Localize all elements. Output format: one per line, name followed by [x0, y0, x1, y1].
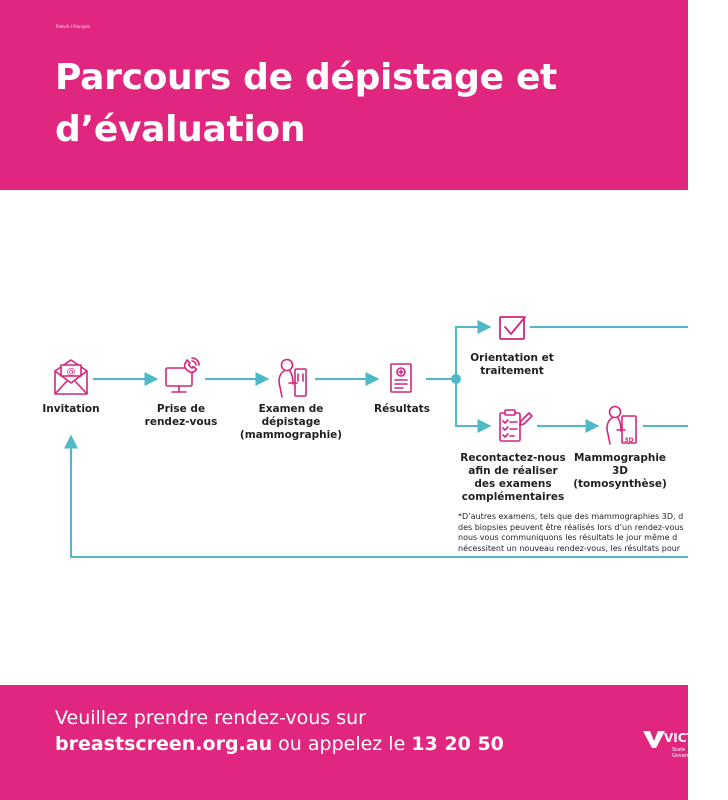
logo-wordmark: VICTORIA [664, 731, 728, 745]
recontact-line-1: Recontactez-nous [460, 452, 566, 464]
branch-dot [451, 374, 461, 384]
step-prise-label [136, 403, 226, 429]
footnote-line-4: nécessitent un nouveau rendez-vous, les résultats pour [458, 543, 681, 553]
step-invitation-label [31, 403, 111, 416]
invitation-text: Invitation [42, 403, 100, 415]
arrow-branch-to-recontact [456, 379, 490, 426]
recontact-line-2: afin de réaliser [468, 465, 558, 477]
mammo3d-line-2: 3D [611, 465, 629, 477]
svg-text:@: @ [66, 367, 76, 377]
footnote-line-2: des biopsies peuvent être réalisés lors d’un rendez-vous [458, 522, 684, 532]
checkbox-icon [500, 317, 525, 339]
mammo3d-line-3: (tomosynthèse) [573, 478, 667, 490]
svg-text:3D: 3D [624, 437, 634, 444]
resultats-text: Résultats [374, 403, 430, 415]
prise-line-2: rendez-vous [144, 416, 218, 428]
logo-sub-1: State [672, 747, 686, 753]
examen-line-3: (mammographie) [239, 429, 343, 441]
orientation-line-1: Orientation et [470, 352, 554, 364]
phone-number[interactable]: 13 20 50 [411, 733, 504, 755]
page-title [55, 52, 655, 156]
footnote-line-3: nous vous communiquons les résultats le jour même d [458, 533, 678, 542]
step-recontact-label [458, 452, 568, 504]
title-line-1: Parcours de dépistage et [55, 57, 557, 98]
3d-mammography-machine-icon [607, 407, 636, 445]
orientation-line-2: traitement [480, 365, 544, 377]
mammo3d-line-1: Mammographie [573, 452, 667, 464]
computer-phone-icon [166, 358, 199, 392]
logo-subtitle [672, 747, 703, 759]
step-examen-label [236, 403, 346, 442]
header-banner [0, 0, 688, 190]
logo-sub-2: Government [672, 753, 704, 759]
clipboard-checklist-icon [500, 410, 532, 441]
language-tag: French / Français [56, 24, 90, 29]
recontact-line-3: des examens [474, 478, 552, 490]
step-orientation-label [467, 352, 557, 378]
title-line-2: d’évaluation [55, 109, 306, 150]
victoria-v-mark-icon [642, 729, 666, 749]
cta-line-2 [55, 733, 504, 755]
mammography-machine-icon [279, 360, 306, 398]
footnote-line-1: *D’autres examens, tels que des mammographies 3D, d [458, 512, 684, 521]
victoria-logo [642, 729, 728, 769]
cta-line-1: Veuillez prendre rendez-vous sur [55, 707, 366, 729]
step-mammo3d-label [570, 452, 670, 491]
prise-line-1: Prise de [156, 403, 206, 415]
envelope-icon [55, 360, 87, 394]
results-document-icon [391, 364, 411, 392]
website-link[interactable]: breastscreen.org.au [55, 733, 273, 755]
recontact-line-4: complémentaires [461, 491, 565, 503]
footer-banner [0, 685, 728, 800]
phone-prefix: ou appelez le [272, 733, 412, 755]
examen-line-2: dépistage [261, 416, 321, 428]
step-resultats-label [362, 403, 442, 416]
footnote [458, 512, 688, 554]
pathway-diagram [0, 190, 688, 685]
examen-line-1: Examen de [258, 403, 324, 415]
